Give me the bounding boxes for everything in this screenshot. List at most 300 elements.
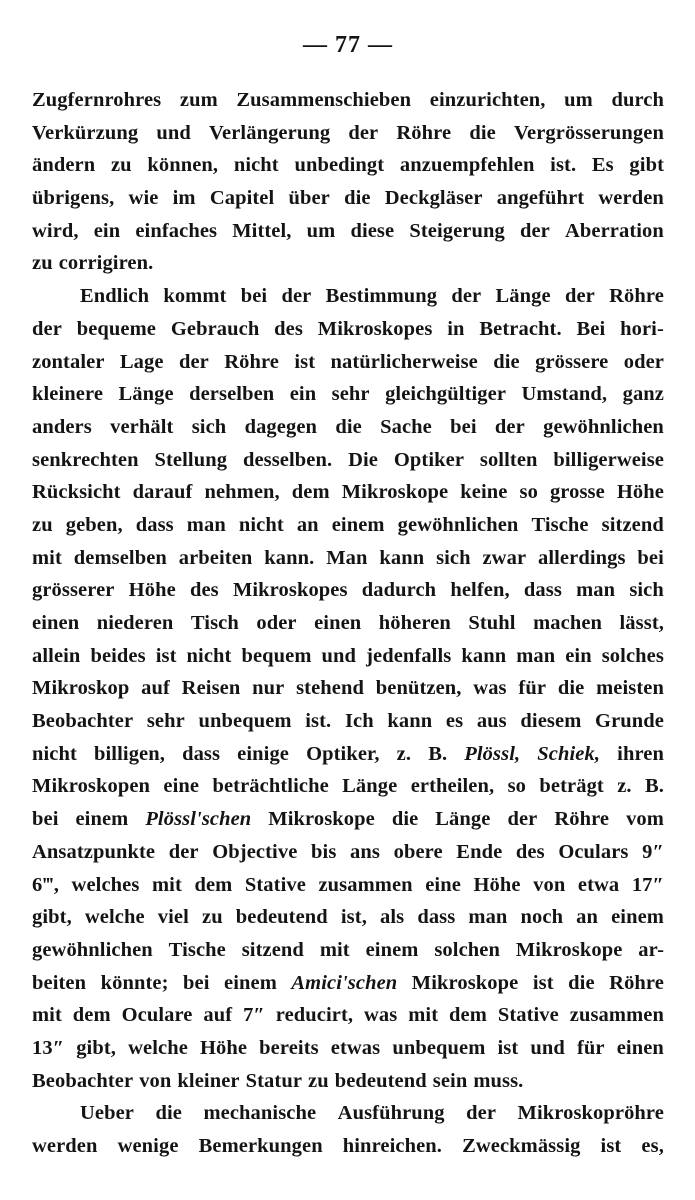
word: die: [493, 350, 520, 373]
word: Die: [348, 448, 378, 471]
text-line: [32, 999, 664, 1032]
word: Plössl'schen: [145, 808, 252, 831]
word: gibt: [629, 154, 664, 177]
word: unbequem: [392, 1036, 486, 1059]
word: Röhre: [396, 121, 452, 144]
word: des: [274, 317, 303, 340]
word: dass: [182, 742, 221, 765]
word: wie: [128, 187, 159, 210]
word: zusammen: [569, 1004, 664, 1027]
word: Tisch: [190, 612, 239, 634]
word: allein: [32, 644, 81, 667]
text-line: [32, 117, 664, 150]
word: als: [380, 906, 405, 929]
word: bedeutend: [334, 1069, 427, 1092]
word: B.: [428, 742, 448, 765]
word: und: [530, 1036, 565, 1059]
word: Röhre: [609, 971, 664, 994]
word: sehr: [331, 383, 370, 406]
word: einem: [611, 906, 664, 929]
word: Schiek,: [537, 742, 601, 765]
word: Endlich: [80, 285, 150, 308]
word: bequem: [241, 644, 312, 667]
word: Amici'schen: [291, 971, 398, 994]
word: z.: [617, 775, 632, 798]
word: Länge: [342, 775, 398, 798]
word: kann: [461, 644, 507, 667]
word: gewöhnlichen: [32, 938, 153, 961]
text-line: [32, 640, 664, 673]
word: geben,: [65, 513, 123, 536]
text-line: [32, 607, 664, 640]
text-line: [32, 1130, 664, 1163]
word: die: [344, 187, 371, 210]
word: sich: [191, 415, 227, 438]
word: so: [519, 481, 538, 504]
word: z.: [396, 742, 412, 765]
word: sich: [436, 546, 471, 569]
word: nur: [252, 677, 285, 700]
word: werden: [598, 187, 664, 210]
word: bei: [183, 971, 210, 994]
word: niederen: [96, 612, 174, 634]
word: der: [281, 285, 312, 308]
text-line: [32, 476, 664, 509]
word: Vergrösserungen: [514, 121, 664, 144]
word: dass: [417, 906, 456, 929]
word: 17″: [631, 873, 664, 896]
word: dem: [449, 1004, 487, 1027]
word: werden: [32, 1135, 98, 1157]
word: von: [533, 873, 566, 896]
word: natürlicherweise: [330, 350, 478, 373]
word: bei: [32, 808, 59, 831]
word: Beobachter: [32, 1069, 134, 1092]
word: sehr: [146, 710, 185, 733]
word: Bemerkungen: [198, 1135, 323, 1157]
word: Tische: [531, 513, 589, 536]
word: man: [576, 579, 616, 602]
word: nicht: [32, 742, 77, 765]
word: ar-: [638, 938, 664, 961]
word: die: [335, 415, 362, 438]
word: Stative: [497, 1004, 559, 1027]
word: Optiker,: [306, 742, 380, 765]
word: beträchtliche: [212, 775, 329, 798]
text-line: [32, 1032, 664, 1065]
word: beiten: [32, 971, 87, 994]
word: zontaler: [32, 350, 105, 373]
word: einem: [331, 513, 385, 536]
word: stehend: [296, 677, 364, 700]
word: Ich: [344, 710, 374, 733]
text-line: [32, 1097, 664, 1130]
text-line: [32, 509, 664, 542]
text-line: [32, 149, 664, 182]
word: zum: [179, 89, 218, 111]
word: mit: [319, 938, 350, 961]
word: gewöhnlichen: [397, 513, 519, 536]
word: verhält: [110, 415, 174, 438]
word: bedeutend: [235, 906, 328, 929]
word: ertheilen,: [410, 775, 495, 798]
word: Mikroskopes: [317, 317, 433, 340]
word: Gebrauch: [170, 317, 260, 340]
word: Ansatzpunkte: [32, 840, 156, 863]
word: die: [568, 971, 595, 994]
word: zu: [32, 252, 53, 275]
word: helfen,: [450, 579, 510, 602]
word: Ausführung: [337, 1102, 445, 1125]
word: Höhe: [473, 873, 521, 896]
word: sollten: [479, 448, 538, 471]
word: einen: [314, 612, 362, 634]
word: der: [519, 219, 550, 242]
word: grosse: [549, 481, 605, 504]
word: zu: [110, 154, 132, 177]
word: zu: [308, 1069, 329, 1092]
word: Capitel: [209, 187, 275, 210]
word: meisten: [596, 677, 664, 700]
word: Länge: [118, 383, 174, 406]
word: der: [168, 840, 199, 863]
word: beträgt: [539, 775, 604, 798]
word: der: [507, 808, 538, 831]
word: man: [186, 513, 226, 536]
word: 13″: [32, 1036, 65, 1059]
word: anders: [32, 415, 92, 438]
word: Mikroskopen: [32, 775, 151, 798]
word: man: [468, 906, 508, 929]
word: Es: [591, 154, 614, 177]
word: lässt,: [619, 612, 664, 634]
word: einem: [365, 938, 419, 961]
word: mit: [151, 873, 182, 896]
word: sitzend: [241, 938, 304, 961]
word: 6‴,: [32, 873, 59, 896]
text-line: [32, 84, 664, 117]
word: und: [321, 644, 357, 667]
word: Höhe: [616, 481, 664, 504]
word: ist.: [550, 154, 577, 177]
word: über: [288, 187, 330, 210]
word: desselben.: [242, 448, 333, 471]
word: man: [516, 644, 556, 667]
word: billigerweise: [553, 448, 664, 471]
word: oder: [623, 350, 664, 373]
word: 9″: [642, 840, 664, 863]
word: Ende: [456, 840, 503, 863]
word: angeführt: [496, 187, 585, 210]
text-line: [32, 574, 664, 607]
word: um: [306, 219, 336, 242]
word: eine: [163, 775, 200, 798]
word: die: [391, 808, 419, 831]
word: dass: [523, 579, 562, 602]
word: nicht: [186, 644, 232, 667]
word: Aberration: [564, 219, 664, 242]
word: die: [557, 677, 585, 700]
text-line: [32, 738, 664, 771]
word: für: [518, 677, 547, 700]
word: welches: [71, 873, 140, 896]
word: was: [473, 677, 507, 700]
word: Zugfernrohres: [32, 89, 162, 111]
word: billigen,: [94, 742, 165, 765]
word: Mikroskopes: [232, 579, 348, 602]
word: bei: [450, 415, 477, 438]
word: kleinere: [32, 383, 104, 406]
word: der: [32, 317, 62, 340]
word: gewöhnlichen: [543, 415, 664, 438]
word: allerdings: [537, 546, 626, 569]
word: bei: [637, 546, 664, 569]
word: ist: [294, 350, 316, 373]
word: welche: [128, 1036, 188, 1059]
word: gibt,: [32, 906, 72, 929]
word: einem: [224, 971, 277, 994]
word: kleiner: [177, 1069, 240, 1092]
word: vom: [626, 808, 664, 831]
word: sein: [432, 1069, 468, 1092]
word: muss.: [473, 1069, 524, 1092]
text-line: [32, 411, 664, 444]
word: der: [178, 350, 209, 373]
word: für: [576, 1036, 605, 1059]
body-text: [32, 84, 664, 1163]
word: Sache: [380, 415, 432, 438]
word: Stative: [244, 873, 306, 896]
word: einen: [616, 1036, 664, 1059]
word: solchen: [434, 938, 500, 961]
word: es: [445, 710, 464, 733]
word: hori-: [620, 317, 664, 340]
paragraph: [32, 280, 664, 1097]
word: im: [172, 187, 196, 210]
word: Beobachter: [32, 710, 134, 733]
word: grössere: [535, 350, 609, 373]
word: zwar: [482, 546, 527, 569]
word: Röhre: [554, 808, 610, 831]
word: Stellung: [154, 448, 228, 471]
word: Länge: [495, 285, 551, 308]
word: noch: [520, 906, 564, 929]
word: mit: [32, 546, 62, 569]
text-line: [32, 705, 664, 738]
word: zu: [202, 906, 223, 929]
word: Ueber: [80, 1102, 135, 1125]
word: ist: [532, 971, 554, 994]
word: Mikroskope: [268, 808, 375, 831]
word: corrigiren.: [58, 252, 154, 275]
word: übrigens,: [32, 187, 115, 210]
word: Röhre: [224, 350, 279, 373]
word: einzurichten,: [429, 89, 546, 111]
word: ist: [497, 1036, 519, 1059]
word: Man: [326, 546, 368, 569]
word: Mikroskope: [411, 971, 519, 994]
word: einige: [237, 742, 289, 765]
word: so: [507, 775, 527, 798]
word: kann.: [264, 546, 315, 569]
word: dem: [291, 481, 330, 504]
word: kommt: [163, 285, 227, 308]
word: Plössl,: [464, 742, 521, 765]
word: Zusammenschieben: [236, 89, 412, 111]
word: ein: [93, 219, 121, 242]
word: Objective: [212, 840, 298, 863]
word: Verlängerung: [209, 121, 331, 144]
word: zu: [32, 513, 53, 536]
word: der: [494, 415, 525, 438]
word: B.: [645, 775, 664, 798]
paragraph: [32, 1097, 664, 1162]
word: Oculare: [121, 1004, 193, 1027]
page-number: — 77 —: [303, 32, 393, 58]
word: auf: [141, 677, 170, 700]
word: ihren: [617, 742, 664, 765]
word: derselben: [189, 383, 275, 406]
word: aus: [476, 710, 507, 733]
word: bei: [240, 285, 268, 308]
word: Rücksicht: [32, 481, 121, 504]
word: einem: [75, 808, 129, 831]
word: machen: [533, 612, 603, 634]
word: obere: [393, 840, 443, 863]
word: welche: [84, 906, 145, 929]
word: gibt,: [76, 1036, 117, 1059]
word: mechanische: [203, 1102, 317, 1125]
word: es,: [641, 1135, 664, 1157]
word: ein: [289, 383, 317, 406]
word: Mittel,: [232, 219, 292, 242]
word: wird,: [32, 219, 79, 242]
word: Oculars: [558, 840, 629, 863]
word: keine: [460, 481, 508, 504]
word: Zweckmässig: [462, 1135, 581, 1157]
word: Umstand,: [521, 383, 608, 406]
word: kann: [379, 546, 425, 569]
word: der: [564, 285, 595, 308]
word: ist: [155, 644, 177, 667]
word: ganz: [622, 383, 664, 406]
word: unbequem: [198, 710, 292, 733]
text-line: [32, 542, 664, 575]
word: ein: [565, 644, 592, 667]
word: etwa: [577, 873, 620, 896]
word: beides: [90, 644, 146, 667]
word: arbeiten: [178, 546, 253, 569]
text-line: [32, 934, 664, 967]
word: dass: [135, 513, 174, 536]
text-line: [32, 215, 664, 248]
text-line: [32, 182, 664, 215]
word: bequeme: [76, 317, 157, 340]
word: senkrechten: [32, 448, 139, 471]
word: Steigerung: [409, 219, 505, 242]
word: benützen,: [375, 677, 462, 700]
text-line: [32, 346, 664, 379]
word: oder: [256, 612, 297, 634]
text-line: [32, 967, 664, 1000]
word: unbedingt: [294, 154, 385, 177]
text-line: [32, 836, 664, 869]
word: Lage: [119, 350, 164, 373]
word: die: [469, 121, 496, 144]
word: hinreichen.: [342, 1135, 443, 1157]
word: Mikroskope: [515, 938, 623, 961]
text-line: [32, 313, 664, 346]
paragraph: [32, 84, 664, 280]
word: Betracht.: [479, 317, 562, 340]
book-page: [32, 28, 664, 1163]
word: diese: [350, 219, 395, 242]
word: dagegen: [244, 415, 318, 438]
word: 7″: [243, 1004, 265, 1027]
word: Optiker: [393, 448, 465, 471]
word: dem: [194, 873, 233, 896]
word: demselben: [73, 546, 167, 569]
word: nehmen,: [204, 481, 280, 504]
word: des: [189, 579, 219, 602]
word: ist.: [305, 710, 332, 733]
word: die: [155, 1102, 182, 1125]
word: wenige: [117, 1135, 179, 1157]
word: was: [364, 1004, 398, 1027]
word: jedenfalls: [366, 644, 452, 667]
word: der: [466, 1102, 497, 1125]
word: Bei: [576, 317, 606, 340]
text-line: [32, 378, 664, 411]
text-line: [32, 770, 664, 803]
word: sitzend: [601, 513, 664, 536]
text-line: [32, 1065, 664, 1098]
word: diesem: [520, 710, 582, 733]
word: der: [451, 285, 482, 308]
word: und: [156, 121, 191, 144]
word: Höhe: [128, 579, 176, 602]
word: bereits: [259, 1036, 319, 1059]
word: dem: [72, 1004, 111, 1027]
word: der: [348, 121, 379, 144]
word: von: [139, 1069, 172, 1092]
word: Reisen: [181, 677, 241, 700]
text-line: [32, 901, 664, 934]
text-line: [32, 672, 664, 705]
word: ist: [600, 1135, 622, 1157]
word: einfaches: [135, 219, 218, 242]
word: könnte;: [100, 971, 169, 994]
word: höheren: [378, 612, 451, 634]
word: Mikroskopröhre: [517, 1102, 664, 1125]
word: grösserer: [32, 579, 115, 602]
word: auf: [203, 1004, 233, 1027]
word: ist,: [340, 906, 367, 929]
word: des: [515, 840, 545, 863]
word: zusammen: [318, 873, 413, 896]
word: Länge: [435, 808, 491, 831]
word: Grunde: [595, 710, 664, 733]
word: durch: [611, 89, 664, 111]
word: Deckgläser: [384, 187, 483, 210]
text-line: [32, 280, 664, 313]
word: mit: [408, 1004, 439, 1027]
text-line: [32, 247, 664, 280]
word: dadurch: [361, 579, 437, 602]
text-line: [32, 803, 664, 836]
word: sich: [629, 579, 664, 602]
word: Verkürzung: [32, 121, 139, 144]
